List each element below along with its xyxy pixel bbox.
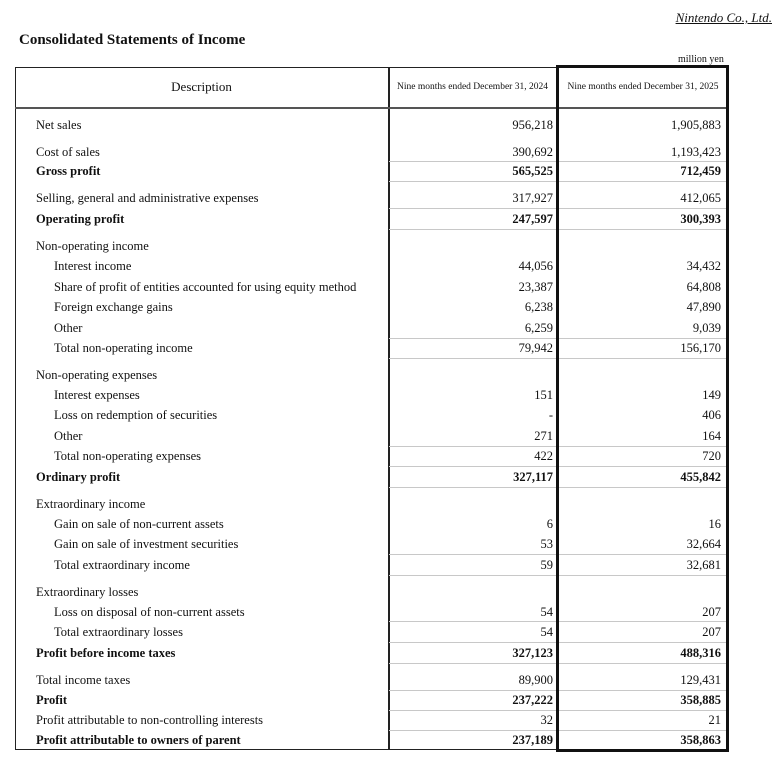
table-row [15, 209, 728, 229]
table-row [15, 602, 728, 622]
row-separator [559, 730, 727, 731]
row-label: Total extraordinary income [54, 558, 190, 572]
row-separator [389, 663, 556, 664]
row-separator [389, 466, 556, 467]
prior-period-value: 44,056 [518, 259, 553, 273]
current-period-value: 47,890 [686, 300, 721, 314]
table-row [15, 338, 728, 358]
company-name: Nintendo Co., Ltd. [675, 10, 772, 25]
current-period-value: 406 [702, 408, 721, 422]
row-separator [389, 229, 556, 230]
row-separator [559, 690, 727, 691]
table-row [15, 690, 728, 710]
row-separator [559, 621, 727, 622]
row-separator [559, 487, 727, 488]
current-period-value: 156,170 [680, 341, 721, 355]
prior-period-value: 6,259 [524, 321, 553, 335]
prior-period-value: 317,927 [512, 191, 553, 205]
current-period-value: 207 [702, 605, 721, 619]
current-period-value: 64,808 [686, 280, 721, 294]
table-row [15, 710, 728, 730]
row-label: Cost of sales [36, 145, 100, 159]
row-separator [559, 663, 727, 664]
column-header-description: Description [171, 79, 232, 94]
row-separator [559, 446, 727, 447]
row-separator [389, 642, 556, 643]
current-period-value: 32,681 [686, 558, 721, 572]
current-period-value: 207 [702, 625, 721, 639]
row-label: Profit attributable to owners of parent [36, 733, 241, 747]
current-period-value: 32,664 [686, 537, 721, 551]
row-label: Profit [36, 693, 68, 707]
current-period-value: 9,039 [692, 321, 721, 335]
row-separator [389, 358, 556, 359]
prior-period-value: 956,218 [512, 118, 553, 132]
row-label: Total non-operating income [54, 341, 193, 355]
table-row [15, 256, 728, 276]
row-label: Profit attributable to non-controlling interests [36, 713, 264, 727]
row-label: Other [54, 429, 83, 443]
prior-period-value: 54 [540, 605, 553, 619]
current-period-value: 164 [702, 429, 721, 443]
table-row [15, 426, 728, 446]
table-row [15, 446, 728, 466]
row-label: Gain on sale of investment securities [54, 537, 239, 551]
row-separator [389, 621, 556, 622]
header-divider [15, 107, 728, 109]
prior-period-value: 271 [534, 429, 553, 443]
prior-period-value: 6 [546, 517, 553, 531]
table-row [15, 115, 728, 135]
row-separator [559, 358, 727, 359]
row-label: Non-operating expenses [36, 368, 158, 382]
row-separator [389, 710, 556, 711]
table-row [15, 730, 728, 750]
unit-label: million yen [678, 54, 724, 65]
prior-period-value: 89,900 [518, 673, 553, 687]
prior-period-value: 390,692 [512, 145, 553, 159]
row-label: Total extraordinary losses [54, 625, 183, 639]
prior-period-value: 6,238 [524, 300, 553, 314]
row-label: Interest expenses [54, 388, 140, 402]
prior-period-value: 151 [534, 388, 553, 402]
table-row [15, 405, 728, 425]
prior-period-value: 32 [540, 713, 553, 727]
row-label: Gain on sale of non-current assets [54, 517, 224, 531]
row-separator [559, 181, 727, 182]
row-separator [389, 554, 556, 555]
table-row [15, 582, 728, 602]
table-row [15, 277, 728, 297]
current-period-value: 149 [702, 388, 721, 402]
row-label: Ordinary profit [36, 470, 121, 484]
column-header-current: Nine months ended December 31, 2025 [567, 82, 719, 92]
row-label: Interest income [54, 259, 132, 273]
page-title: Consolidated Statements of Income [19, 32, 246, 48]
current-period-value: 16 [708, 517, 721, 531]
table-row [15, 188, 728, 208]
table-row [15, 514, 728, 534]
table-row [15, 555, 728, 575]
table-row [15, 467, 728, 487]
current-period-value: 300,393 [680, 212, 721, 226]
row-label: Gross profit [36, 164, 101, 178]
row-label: Total income taxes [36, 673, 131, 687]
row-label: Other [54, 321, 83, 335]
row-label: Net sales [36, 118, 82, 132]
row-label: Extraordinary income [36, 497, 146, 511]
current-period-value: 712,459 [680, 164, 721, 178]
current-period-value: 488,316 [680, 646, 721, 660]
row-label: Share of profit of entities accounted for using equity method [54, 280, 357, 294]
row-separator [559, 229, 727, 230]
row-separator [559, 161, 727, 162]
table-row [15, 494, 728, 514]
row-label: Selling, general and administrative expenses [36, 191, 259, 205]
row-label: Foreign exchange gains [54, 300, 173, 314]
table-row [15, 318, 728, 338]
row-separator [389, 446, 556, 447]
row-separator [559, 575, 727, 576]
row-separator [559, 642, 727, 643]
prior-period-value: 565,525 [512, 164, 553, 178]
row-separator [559, 554, 727, 555]
column-header-prior: Nine months ended December 31, 2024 [397, 82, 548, 92]
row-separator [389, 181, 556, 182]
prior-period-value: 59 [540, 558, 553, 572]
table-row [15, 236, 728, 256]
table-row [15, 622, 728, 642]
prior-period-value: 247,597 [512, 212, 553, 226]
row-separator [389, 161, 556, 162]
prior-period-value: 79,942 [518, 341, 553, 355]
table-row [15, 365, 728, 385]
prior-period-value: 422 [534, 449, 553, 463]
row-separator [389, 208, 556, 209]
current-period-value: 412,065 [680, 191, 721, 205]
row-separator [389, 690, 556, 691]
row-label: Non-operating income [36, 239, 149, 253]
current-period-value: 455,842 [680, 470, 721, 484]
prior-period-value: 23,387 [518, 280, 553, 294]
current-period-value: 34,432 [686, 259, 721, 273]
table-row [15, 161, 728, 181]
row-separator [559, 208, 727, 209]
row-separator [559, 466, 727, 467]
prior-period-value: 53 [540, 537, 553, 551]
row-label: Total non-operating expenses [54, 449, 201, 463]
table-row [15, 297, 728, 317]
row-separator [389, 338, 556, 339]
prior-period-value: 327,117 [513, 470, 553, 484]
row-label: Operating profit [36, 212, 125, 226]
prior-period-value: 54 [540, 625, 553, 639]
row-separator [559, 338, 727, 339]
row-separator [389, 575, 556, 576]
current-period-value: 1,193,423 [671, 145, 721, 159]
current-period-value: 21 [708, 713, 721, 727]
table-row [15, 385, 728, 405]
current-period-value: 129,431 [680, 673, 721, 687]
row-label: Profit before income taxes [36, 646, 176, 660]
current-period-value: 720 [702, 449, 721, 463]
row-separator [389, 730, 556, 731]
prior-period-value: - [548, 408, 553, 422]
prior-period-value: 237,222 [512, 693, 553, 707]
table-row [15, 670, 728, 690]
prior-period-value: 327,123 [512, 646, 553, 660]
row-separator [389, 487, 556, 488]
row-separator [559, 710, 727, 711]
current-period-value: 1,905,883 [671, 118, 721, 132]
table-row [15, 643, 728, 663]
current-period-value: 358,863 [680, 733, 721, 747]
row-label: Loss on disposal of non-current assets [54, 605, 245, 619]
table-row [15, 534, 728, 554]
table-row [15, 142, 728, 162]
row-label: Extraordinary losses [36, 585, 139, 599]
current-period-value: 358,885 [680, 693, 721, 707]
prior-period-value: 237,189 [512, 733, 553, 747]
row-label: Loss on redemption of securities [54, 408, 218, 422]
